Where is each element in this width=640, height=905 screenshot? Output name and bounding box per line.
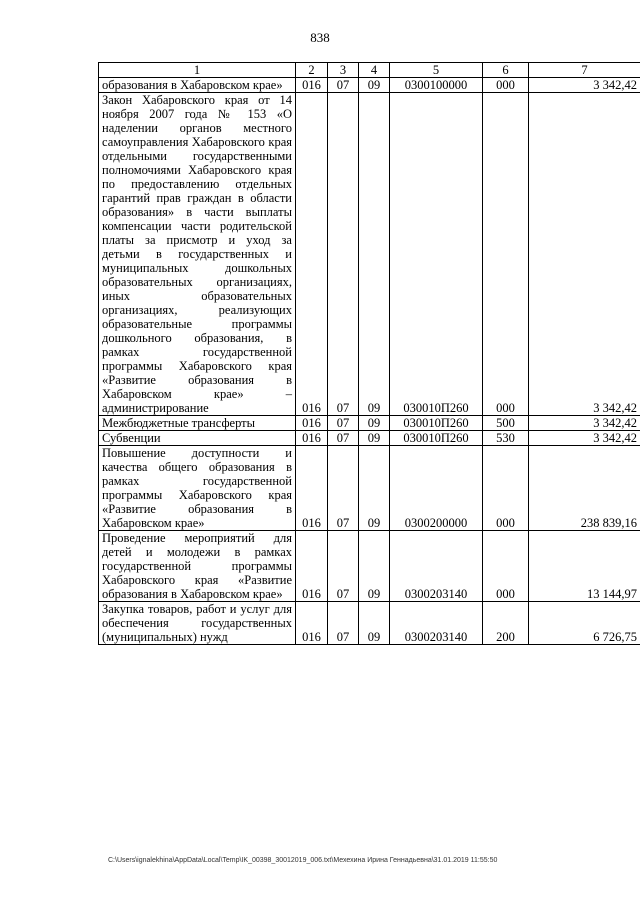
column-header-2: 2 xyxy=(296,63,328,78)
column-header-7: 7 xyxy=(529,63,640,78)
table-row xyxy=(99,446,640,531)
amount-cell: 13 144,97 xyxy=(529,531,640,602)
amount-cell: 3 342,42 xyxy=(529,78,640,93)
ministry-code-cell: 016 xyxy=(296,78,328,93)
table-row xyxy=(99,78,640,93)
ministry-code-cell: 016 xyxy=(296,531,328,602)
section-code-cell: 07 xyxy=(328,431,359,446)
row-name-cell: Закон Хабаровского края от 14 ноября 2007 года № 153 «О наделении органов местного самоуправления Хабаровского края отдельными государственными полномочиями Хабаровского края по предоставлению отдельных гарантий прав граждан в области образования» в части выплаты компенсации части родительской платы за присмотр и уход за детьми в государственных и муниципальных дошкольных образовательных организациях, иных образовательных организациях, реализующих образовательные программы дошкольного образования, в рамках государственной программы Хабаровского края «Развитие образования в Хабаровском крае» – администрирование xyxy=(99,93,296,416)
amount-cell: 3 342,42 xyxy=(529,93,640,416)
table-row xyxy=(99,531,640,602)
expense-type-cell: 530 xyxy=(483,431,529,446)
table-row xyxy=(99,416,640,431)
expense-type-cell: 500 xyxy=(483,416,529,431)
column-header-1: 1 xyxy=(99,63,296,78)
expense-type-cell: 000 xyxy=(483,93,529,416)
subsection-code-cell: 09 xyxy=(359,446,390,531)
ministry-code-cell: 016 xyxy=(296,431,328,446)
section-code-cell: 07 xyxy=(328,531,359,602)
section-code-cell: 07 xyxy=(328,446,359,531)
section-code-cell: 07 xyxy=(328,416,359,431)
subsection-code-cell: 09 xyxy=(359,531,390,602)
footer-file-path: C:\Users\ignalekhina\AppData\Local\Temp\IK_00398_30012019_006.txt\Мехехина Ирина Геннадьевна\31.01.2019 11:55:50 xyxy=(108,857,498,864)
row-name-cell: Субвенции xyxy=(99,431,296,446)
subsection-code-cell: 09 xyxy=(359,431,390,446)
target-article-cell: 030010П260 xyxy=(390,431,483,446)
subsection-code-cell: 09 xyxy=(359,93,390,416)
target-article-cell: 0300200000 xyxy=(390,446,483,531)
subsection-code-cell: 09 xyxy=(359,416,390,431)
amount-cell: 3 342,42 xyxy=(529,431,640,446)
row-name-cell: Повышение доступности и качества общего образования в рамках государственной программы Хабаровского края «Развитие образования в Хабаровском крае» xyxy=(99,446,296,531)
column-header-4: 4 xyxy=(359,63,390,78)
row-name-cell: образования в Хабаровском крае» xyxy=(99,78,296,93)
row-name-cell: Закупка товаров, работ и услуг для обеспечения государственных (муниципальных) нужд xyxy=(99,602,296,645)
expense-type-cell: 000 xyxy=(483,531,529,602)
section-code-cell: 07 xyxy=(328,78,359,93)
row-name-cell: Проведение мероприятий для детей и молодежи в рамках государственной программы Хабаровского края «Развитие образования в Хабаровском крае» xyxy=(99,531,296,602)
amount-cell: 6 726,75 xyxy=(529,602,640,645)
budget-table xyxy=(98,62,640,645)
expense-type-cell: 000 xyxy=(483,446,529,531)
row-name-cell: Межбюджетные трансферты xyxy=(99,416,296,431)
table-row xyxy=(99,602,640,645)
target-article-cell: 030010П260 xyxy=(390,416,483,431)
column-header-6: 6 xyxy=(483,63,529,78)
expense-type-cell: 000 xyxy=(483,78,529,93)
ministry-code-cell: 016 xyxy=(296,602,328,645)
section-code-cell: 07 xyxy=(328,93,359,416)
subsection-code-cell: 09 xyxy=(359,602,390,645)
target-article-cell: 0300203140 xyxy=(390,602,483,645)
table-row xyxy=(99,93,640,416)
column-header-3: 3 xyxy=(328,63,359,78)
target-article-cell: 0300100000 xyxy=(390,78,483,93)
ministry-code-cell: 016 xyxy=(296,93,328,416)
target-article-cell: 030010П260 xyxy=(390,93,483,416)
expense-type-cell: 200 xyxy=(483,602,529,645)
section-code-cell: 07 xyxy=(328,602,359,645)
amount-cell: 238 839,16 xyxy=(529,446,640,531)
column-header-5: 5 xyxy=(390,63,483,78)
ministry-code-cell: 016 xyxy=(296,446,328,531)
page-number: 838 xyxy=(310,30,330,45)
table-row xyxy=(99,431,640,446)
subsection-code-cell: 09 xyxy=(359,78,390,93)
target-article-cell: 0300203140 xyxy=(390,531,483,602)
ministry-code-cell: 016 xyxy=(296,416,328,431)
header-row xyxy=(99,63,640,78)
amount-cell: 3 342,42 xyxy=(529,416,640,431)
